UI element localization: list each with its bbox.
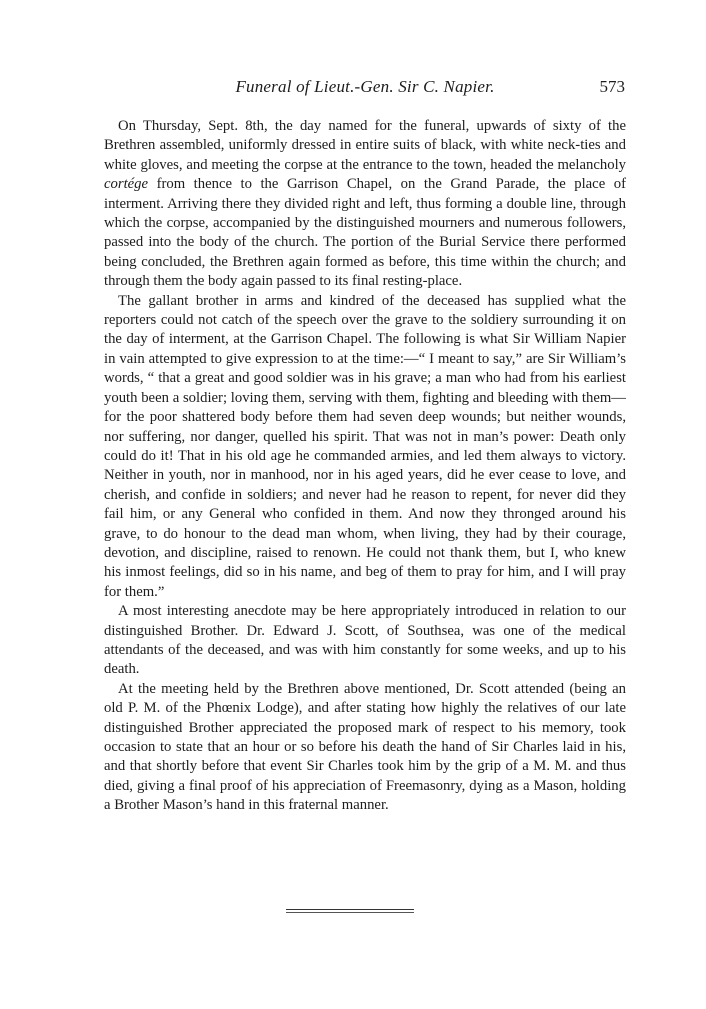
paragraph-text: from thence to the Garrison Chapel, on the Grand Parade, the place of interment. Arriving there they divided right and left, thus forming a double line, through which the corpse, accompanied by the distinguished mourners and numerous followers, passed into the body of the church. The portion of the Burial Service there performed being concluded, the Brethren again formed as before, this time within the church; and through them the body again passed to its final resting-place. xyxy=(104,176,626,290)
paragraph-funeral-procession xyxy=(104,117,626,292)
article-body xyxy=(104,117,626,816)
paragraph-anecdote: A most interesting anecdote may be here appropriately introduced in relation to our distinguished Brother. Dr. Edward J. Scott, of Southsea, was one of the medical attendants of the deceased, and was with him constantly for some weeks, and up to his death. xyxy=(104,603,626,678)
running-title: Funeral of Lieut.-Gen. Sir C. Napier. xyxy=(235,77,495,96)
section-divider-rule xyxy=(286,909,414,913)
italic-word: cortége xyxy=(104,176,149,193)
page-number: 573 xyxy=(599,77,625,96)
page-header xyxy=(105,77,625,101)
paragraph-dr-scott: At the meeting held by the Brethren above mentioned, Dr. Scott attended (being an old P. M. of the Phœnix Lodge), and after stating how highly the relatives of our late distinguished Brother appreciated the proposed mark of respect to his memory, took occasion to state that an hour or so before his death the hand of Sir Charles laid in his, and that shortly before that event Sir Charles took him by the grip of a M. M. and thus died, giving a final proof of his appreciation of Freemasonry, dying as a Mason, holding a Brother Mason’s hand in this fraternal manner. xyxy=(104,680,626,814)
paragraph-napier-speech: The gallant brother in arms and kindred of the deceased has supplied what the reporters could not catch of the speech over the grave to the soldiery surrounding it on the day of interment, at the Garrison Chapel. The following is what Sir William Napier in vain attempted to give expression to at the time:—“ I meant to say,” are Sir William’s words, “ that a great and good soldier was in his grave; a man who had from his earliest youth been a soldier; loving them, serving with them, fighting and bleeding with them—for the poor shattered body before them had seven deep wounds; but neither wounds, nor suffering, nor danger, quelled his spirit. That was not in man’s power: Death only could do it! That in his old age he commanded armies, and led them always to victory. Neither in youth, nor in manhood, nor in his aged years, did he ever cease to love, and cherish, and confide in soldiers; and never had he reason to repent, for never did they fail him, or any General who confided in them. And now they thronged around his grave, to do honour to the dead man whom, when living, they had by their courage, devotion, and discipline, raised to renown. He could not thank them, but I, who knew his inmost feelings, did so in his name, and beg of them to pray for him, and I will pray for them.” xyxy=(104,292,626,600)
paragraph-text: On Thursday, Sept. 8th, the day named for the funeral, upwards of sixty of the Brethren assembled, uniformly dressed in entire suits of black, with white neck-ties and white gloves, and meeting the corpse at the entrance to the town, headed the melancholy xyxy=(104,118,626,173)
